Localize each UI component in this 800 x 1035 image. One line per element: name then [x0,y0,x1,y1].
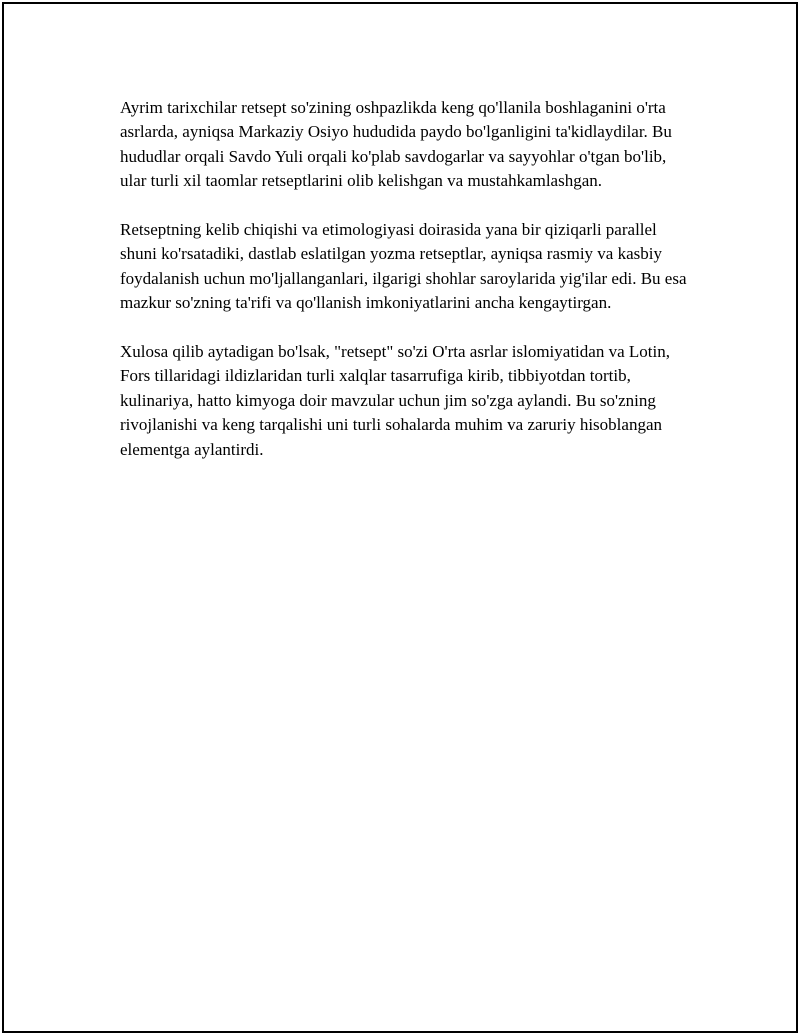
paragraph-3: Xulosa qilib aytadigan bo'lsak, "retsept" so'zi O'rta asrlar islomiyatidan va Lotin, Fors tillaridagi ildizlaridan turli xalqlar tasarrufiga kirib, tibbiyotdan tortib, kulinariya, hatto kimyoga doir mavzular uchun jim so'zga aylandi. Bu so'zning rivojlanishi va keng tarqalishi uni turli sohalarda muhim va zaruriy hisoblangan elementga aylantirdi. [120,342,670,459]
paragraph-1: Ayrim tarixchilar retsept so'zining oshpazlikda keng qo'llanila boshlaganini o'rta asrlarda, ayniqsa Markaziy Osiyo hududida paydo bo'lganligini ta'kidlaydilar. Bu hududlar orqali Savdo Yuli orqali ko'plab savdogarlar va sayyohlar o'tgan bo'lib, ular turli xil taomlar retseptlarini olib kelishgan va mustahkamlashgan. [120,98,672,191]
paragraph-2: Retseptning kelib chiqishi va etimologiyasi doirasida yana bir qiziqarli parallel shuni ko'rsatadiki, dastlab eslatilgan yozma retseptlar, ayniqsa rasmiy va kasbiy foydalanish uchun mo'ljallanganlari, ilgarigi shohlar saroylarida yig'ilar edi. Bu esa mazkur so'zning ta'rifi va qo'llanish imkoniyatlarini ancha kengaytirgan. [120,220,687,313]
page-border [2,2,798,1033]
document-body [120,96,694,486]
